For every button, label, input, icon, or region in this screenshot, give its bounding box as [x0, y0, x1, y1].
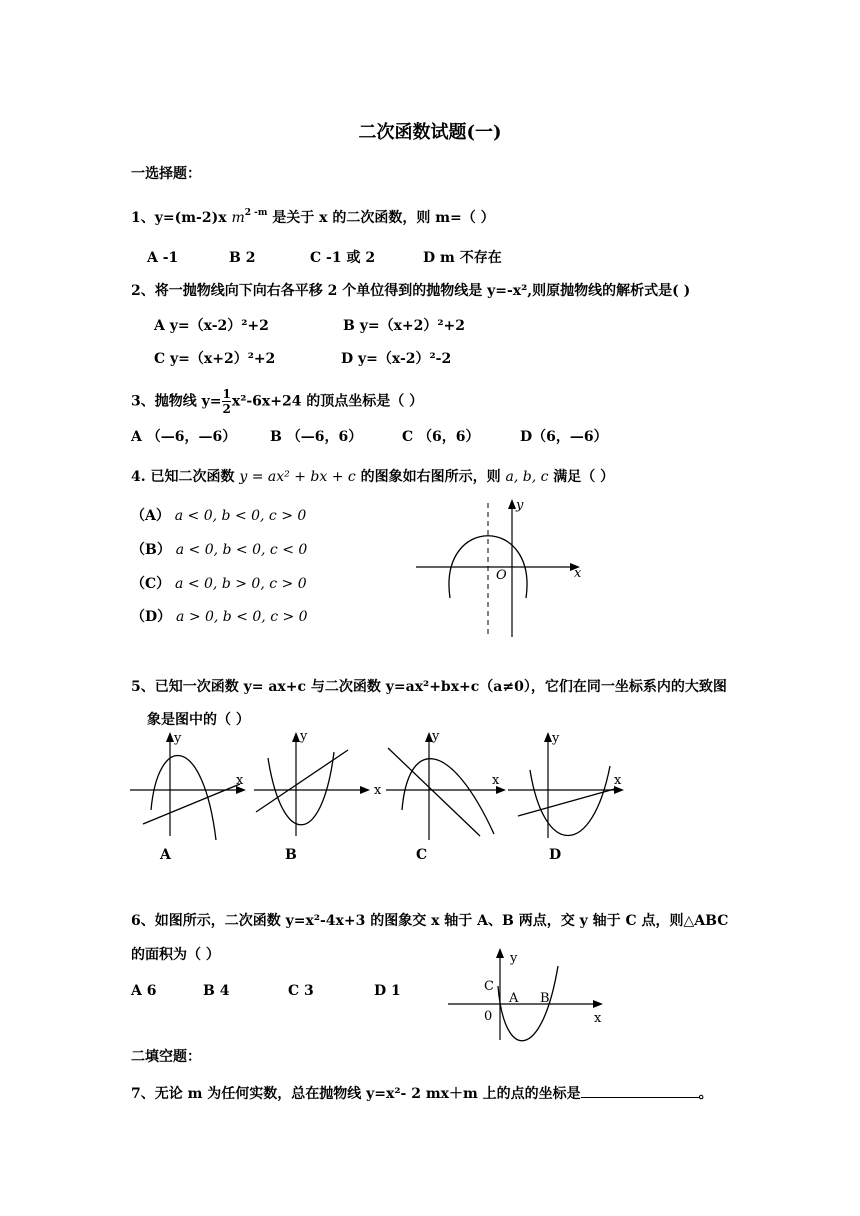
q6-y-arrow [496, 948, 504, 958]
q1-option-a: A -1 [147, 250, 179, 266]
q4-parabola-graph [410, 495, 590, 645]
q5-graph-d [506, 728, 630, 842]
q7-end: 。 [698, 1086, 713, 1102]
q5c-parabola [402, 759, 494, 834]
q1-option-c: C -1 或 2 [310, 250, 376, 266]
q4-option-a-label: （A） [131, 508, 170, 524]
q3-option-a: A （—6，—6） [131, 429, 237, 445]
q5b-x-label: x [374, 783, 382, 798]
q6-option-b: B 4 [203, 983, 230, 999]
question-6-stem-line2: 的面积为（ ） [131, 947, 220, 963]
q4-origin-label: O [496, 568, 507, 583]
q4-vars: a, b, c [505, 469, 549, 485]
q4-option-c [131, 575, 307, 593]
q6-point-c-label: C [484, 979, 494, 994]
q4-option-c-label: （C） [131, 576, 171, 592]
q5d-y-arrow [544, 732, 552, 742]
q4-mid: 的图象如右图所示，则 [355, 469, 506, 485]
q5d-y-label: y [552, 731, 560, 746]
q5c-y-label: y [432, 729, 440, 744]
q6-option-c: C 3 [288, 983, 314, 999]
q5a-y-label: y [174, 731, 182, 746]
q5-graph-c [384, 728, 508, 842]
q5-label-b: B [285, 847, 297, 863]
q5c-line [388, 748, 480, 836]
q3-option-d: D（6，—6） [520, 429, 608, 445]
question-4-stem [131, 468, 614, 486]
q5d-line [518, 788, 618, 816]
q3-prefix: 3、抛物线 y= [131, 393, 222, 410]
q1-option-b: B 2 [229, 250, 256, 266]
q3-option-b: B （—6，6） [270, 429, 363, 445]
q4-option-d [131, 608, 308, 626]
q7-text: 7、无论 m 为任何实数，总在抛物线 y=x²- 2 mx＋m 上的点的坐标是 [131, 1086, 581, 1102]
q4-option-b-label: （B） [131, 542, 171, 558]
q6-y-label: y [510, 951, 518, 966]
q5d-x-label: x [614, 773, 622, 788]
q3-fraction-denominator: 2 [222, 402, 231, 416]
q4-x-label: x [574, 566, 582, 581]
page-title: 二次函数试题(一) [358, 122, 502, 143]
q3-fraction [222, 387, 230, 416]
q2-option-c: C y=（x+2）²+2 [154, 351, 276, 367]
q5-label-d: D [549, 847, 562, 863]
q4-option-c-expr: a < 0, b > 0, c > 0 [175, 576, 307, 592]
q6-parabola-graph [446, 942, 611, 1042]
question-5-stem-line2: 象是图中的（ ） [147, 712, 250, 728]
q5b-y-arrow [292, 732, 300, 742]
q4-option-a [131, 507, 306, 525]
q1-prefix: 1、y=(m-2)x [131, 210, 232, 226]
q6-origin-label: 0 [484, 1009, 493, 1024]
q4-formula: y = ax² + bx + c [239, 469, 356, 485]
q4-option-b [131, 541, 307, 559]
q6-option-d: D 1 [374, 983, 401, 999]
q4-option-a-expr: a < 0, b < 0, c > 0 [174, 508, 307, 524]
q1-exponent: 2 -m [244, 208, 268, 218]
q5c-x-label: x [492, 773, 500, 788]
q5-graph-a [128, 728, 248, 842]
q2-option-a: A y=（x-2）²+2 [154, 318, 269, 334]
q5d-parabola [530, 766, 610, 836]
q1-var: m [231, 210, 245, 226]
question-5-stem-line1: 5、已知一次函数 y= ax+c 与二次函数 y=ax²+bx+c（a≠0），它们在同一坐标系内的大致图 [131, 679, 727, 695]
q4-option-d-expr: a > 0, b < 0, c > 0 [176, 609, 308, 625]
q5b-parabola [268, 752, 334, 825]
q3-fraction-numerator: 1 [222, 387, 231, 401]
q4-option-b-expr: a < 0, b < 0, c < 0 [175, 542, 308, 558]
q4-suffix: 满足（ ） [548, 469, 615, 485]
q5b-x-arrow [360, 786, 370, 794]
q4-option-d-label: （D） [131, 609, 172, 625]
q6-option-a: A 6 [131, 983, 157, 999]
q3-suffix: x²-6x+24 的顶点坐标是（ ） [231, 393, 424, 410]
q5-label-c: C [416, 847, 428, 863]
q5a-y-arrow [166, 732, 174, 742]
q5-graph-b [252, 728, 382, 842]
q6-point-b-label: B [540, 991, 550, 1006]
q4-y-arrow [508, 499, 516, 509]
q2-option-d: D y=（x-2）²-2 [341, 351, 452, 367]
q5b-y-label: y [300, 729, 308, 744]
section-fill-heading: 二填空题： [131, 1049, 201, 1065]
q5b-line [256, 750, 348, 812]
q4-prefix: 4. 已知二次函数 [131, 469, 240, 485]
question-1-stem [131, 209, 495, 227]
question-7-stem [131, 1083, 713, 1103]
q3-option-c: C （6，6） [402, 429, 480, 445]
q5a-x-label: x [236, 773, 244, 788]
q6-x-arrow [593, 1000, 603, 1008]
q4-y-label: y [516, 498, 524, 513]
question-6-stem-line1: 6、如图所示，二次函数 y=x²-4x+3 的图象交 x 轴于 A、B 两点，交 y 轴于 C 点，则△ABC [131, 913, 729, 929]
q1-option-d: D m 不存在 [423, 250, 502, 266]
q6-point-a-label: A [509, 991, 519, 1006]
q2-option-b: B y=（x+2）²+2 [343, 318, 465, 334]
question-3-stem [131, 387, 423, 416]
q6-x-label: x [594, 1011, 602, 1026]
q7-answer-blank[interactable] [581, 1083, 699, 1098]
question-2-stem: 2、将一抛物线向下向右各平移 2 个单位得到的抛物线是 y=-x²,则原抛物线的解析式是( ) [131, 283, 691, 299]
q5-label-a: A [160, 847, 171, 863]
section-choice-heading: 一选择题： [131, 166, 201, 182]
q1-suffix: 是关于 x 的二次函数，则 m=（ ） [267, 210, 495, 226]
